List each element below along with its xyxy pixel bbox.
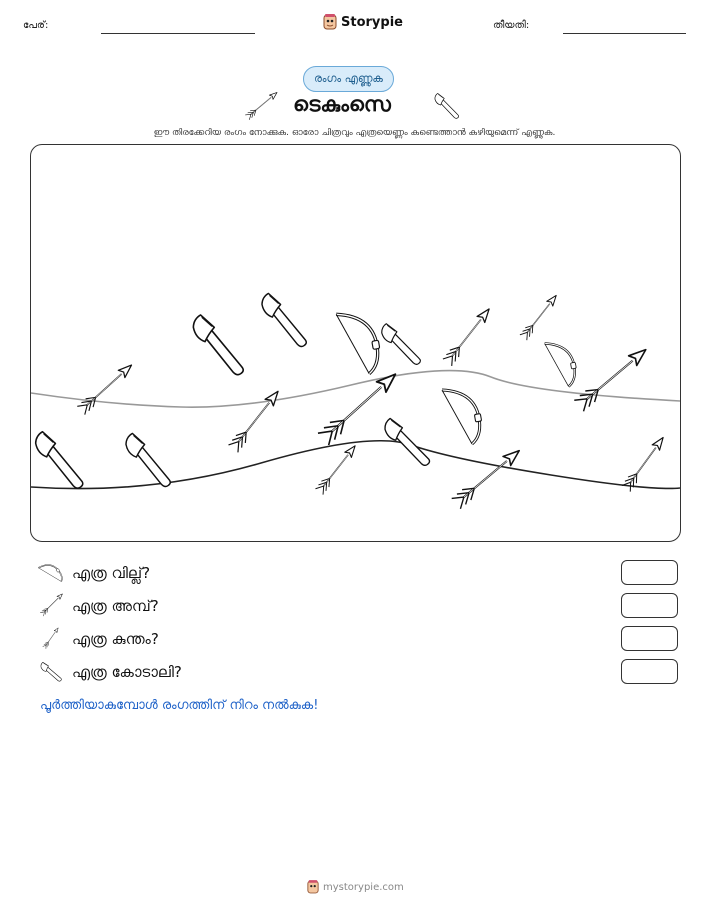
spear-icon [38, 625, 64, 653]
question-row [38, 655, 678, 688]
page-title: ടെകുംസെ [293, 92, 391, 116]
scene-bow-icon [442, 390, 482, 444]
footer [307, 880, 404, 894]
scene-bow-icon [336, 314, 380, 373]
scene-axe-icon [189, 308, 244, 384]
question-text: എത്ര കുന്തം? [72, 629, 159, 648]
arrow-icon [245, 90, 279, 120]
footer-url[interactable]: mystorypie.com [323, 881, 404, 893]
storypie-mascot-icon [307, 880, 319, 894]
scene-arrow-icon [443, 306, 494, 366]
scene-axe-icon [381, 412, 431, 474]
brand-logo [323, 14, 403, 30]
scene-axe-icon [258, 287, 307, 354]
scene-arrow-icon [452, 445, 524, 508]
coloring-prompt: പൂർത്തിയാകുമ്പോൾ രംഗത്തിന് നിറം നൽകുക! [40, 698, 319, 713]
axe-icon [38, 658, 64, 686]
answer-box[interactable] [621, 593, 678, 618]
scene-arrow-icon [229, 388, 283, 453]
axe-icon [432, 90, 462, 122]
question-row [38, 622, 678, 655]
question-list [38, 556, 678, 688]
storypie-mascot-icon [323, 14, 337, 30]
question-text: എത്ര കോടാലി? [72, 662, 182, 681]
scene-arrow-icon [574, 344, 650, 411]
answer-box[interactable] [621, 626, 678, 651]
date-label: തീയതി: [493, 20, 530, 31]
counting-scene [30, 144, 681, 542]
scene-arrow-icon [77, 361, 135, 415]
question-text: എത്ര വില്ല്? [72, 563, 151, 582]
instructions: ഈ തിരക്കേറിയ രംഗം നോക്കുക. ഓരോ ചിത്രവും എത്രയെണ്ണം കണ്ടെത്താൻ കഴിയുമെന്ന് എണ്ണുക. [153, 128, 556, 138]
answer-box[interactable] [621, 560, 678, 585]
name-field-line[interactable] [101, 33, 255, 34]
scene-arrow-icon [315, 443, 358, 495]
scene-arrow-icon [622, 434, 667, 491]
scene-axe-icon [378, 318, 421, 372]
scene-axe-icon [32, 425, 84, 496]
question-row [38, 589, 678, 622]
brand-name: Storypie [341, 14, 403, 30]
activity-badge: രംഗം എണ്ണുക [303, 66, 394, 92]
arrow-icon [38, 592, 64, 620]
question-text: എത്ര അമ്പ്? [72, 596, 159, 615]
question-row [38, 556, 678, 589]
answer-box[interactable] [621, 659, 678, 684]
date-field-line[interactable] [563, 33, 686, 34]
scene-arrow-icon [520, 293, 560, 340]
bow-icon [38, 559, 64, 587]
name-label: പേര്: [23, 20, 49, 31]
scene-drawing [31, 145, 680, 541]
scene-bow-icon [545, 343, 577, 386]
